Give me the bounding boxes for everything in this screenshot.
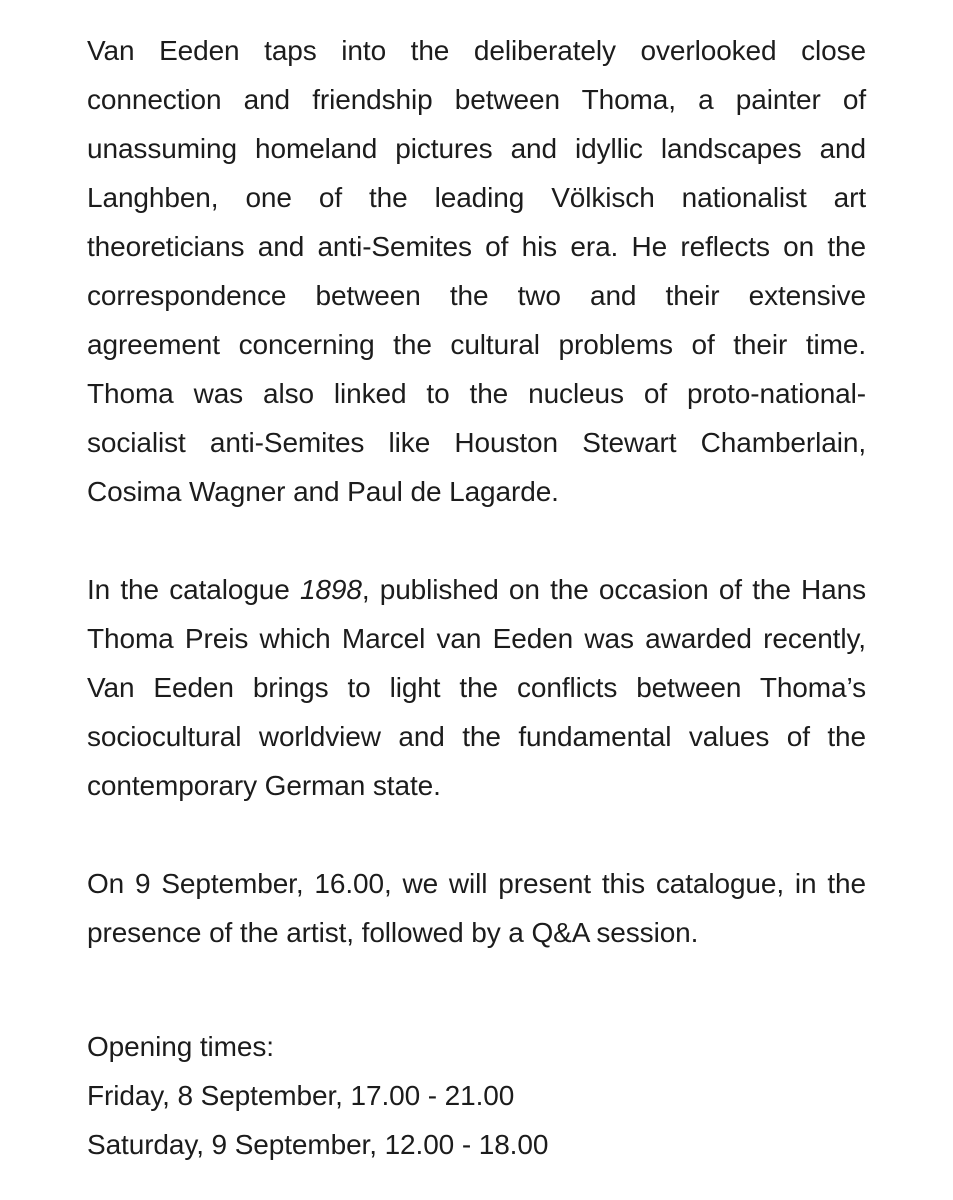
opening-times-entry-saturday: Saturday, 9 September, 12.00 - 18.00 [87, 1129, 549, 1160]
presentation-paragraph: On 9 September, 16.00, we will present this catalogue, in the presence of the artist, followed by a Q&A session. [87, 868, 866, 948]
document-body [87, 26, 866, 1169]
catalogue-title: 1898 [299, 574, 362, 605]
opening-times-entry-friday: Friday, 8 September, 17.00 - 21.00 [87, 1080, 515, 1111]
catalogue-text-after: , published on the occasion of the Hans Thoma Preis which Marcel van Eeden was awarded recently, Van Eeden brings to light the conflicts between Thoma’s sociocultural worldview and the fundamental values of the contemporary German state. [87, 574, 866, 801]
opening-times-heading: Opening times: [87, 1031, 274, 1062]
opening-times [87, 1022, 866, 1169]
intro-paragraph: Van Eeden taps into the deliberately overlooked close connection and friendship between Thoma, a painter of unassuming homeland pictures and idyllic landscapes and Langhben, one of the leading Völkisch nationalist art theoreticians and anti-Semites of his era. He reflects on the correspondence between the two and their extensive agreement concerning the cultural problems of their time. Thoma was also linked to the nucleus of proto-national-socialist anti-Semites like Houston Stewart Chamberlain, Cosima Wagner and Paul de Lagarde. [87, 35, 866, 507]
catalogue-text-before: In the catalogue [87, 574, 300, 605]
catalogue-paragraph [87, 565, 866, 810]
